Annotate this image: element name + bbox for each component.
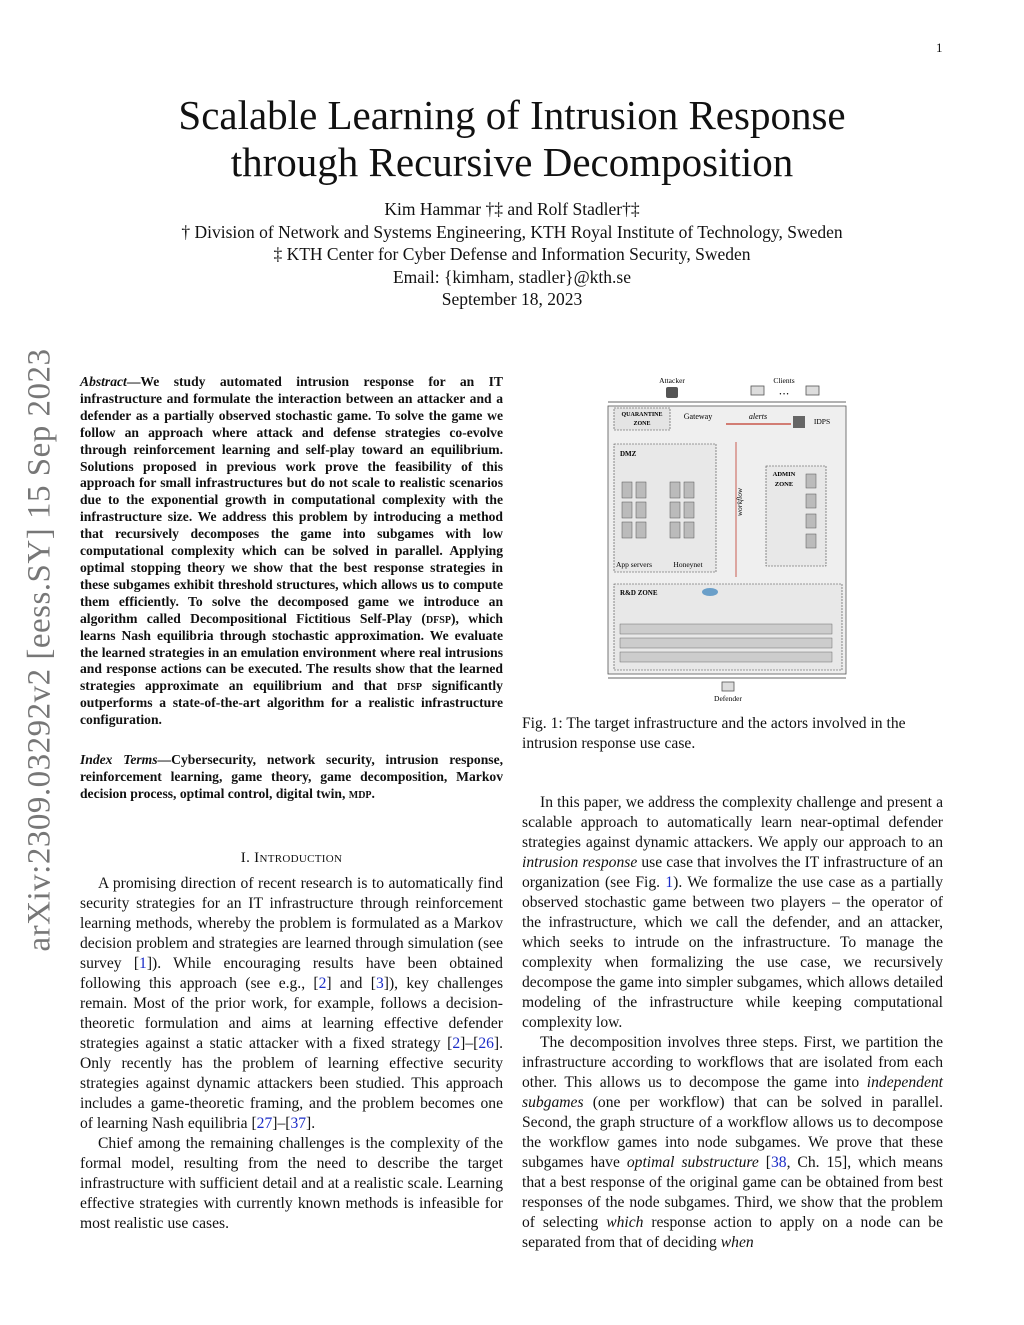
defender-label: Defender <box>714 694 742 703</box>
text-run: response action to apply on a node can be separated from that of deciding <box>522 1214 943 1251</box>
author-email: Email: {kimham, stadler}@kth.se <box>392 266 631 287</box>
emphasis: when <box>720 1234 754 1251</box>
figure-caption: Fig. 1: The target infrastructure and the actors involved in the intrusion response use case. <box>522 715 906 752</box>
server-icon <box>806 534 816 548</box>
citation-link[interactable]: 2 <box>452 1035 461 1052</box>
server-icon <box>806 494 816 508</box>
intro-paragraph-1 <box>80 874 503 1134</box>
admin-label-2: ZONE <box>774 481 794 488</box>
client-computer-icon <box>806 386 819 395</box>
abstract-text: —We study automated intrusion response for an IT infrastructure and formulate the interaction between an attacker and a defender as a partially observed stochastic game. To solve the game we follow an approach where attack and defense strategies co-evolve through reinforcement learning and self-play toward an equilibrium. Solutions proposed in previous work prove the feasibility of this approach for small infrastructures but do not scale to realistic scenarios due to the exponential growth in computational complexity with the infrastructure size. We address this problem by introducing a method that recursively decomposes the game into subgames with low computational complexity which can be solved in parallel. Applying optimal stopping theory we show that the best response strategies in these subgames exhibit threshold structures, which allows us to compute them efficiently. To solve the decomposed game we introduce an algorithm called Decompositional Fictitious Self-Play ( <box>80 374 503 626</box>
paper-date: September 18, 2023 <box>441 289 583 310</box>
index-terms-label: Index Terms <box>80 752 158 767</box>
index-terms <box>80 752 503 803</box>
emphasis: which <box>606 1214 644 1231</box>
right-paragraph-2 <box>522 1033 943 1253</box>
emphasis: independent subgames <box>522 1074 943 1111</box>
text-run: A promising direction of recent research is to automatically find security strategies for an IT infrastructure through reinforcement learning methods, whereby the problem is formulated as a Markov decision problem and strategies are learned through simulation (see survey [ <box>80 875 503 972</box>
citation-link[interactable]: 3 <box>375 975 384 992</box>
arxiv-identifier: arXiv:2309.03292v2 [eess.SY] 15 Sep 2023 <box>21 348 58 952</box>
title-line-1: Scalable Learning of Intrusion Response <box>178 92 846 138</box>
server-icon <box>806 474 816 488</box>
intro-paragraph-2: Chief among the remaining challenges is the complexity of the formal model, resulting from the need to describe the target infrastructure with sufficient detail and at a realistic scale. Learning effective strategies with currently known methods is infeasible for most realistic use cases. <box>80 1135 503 1232</box>
citation-link[interactable]: 1 <box>139 955 147 972</box>
citation-link[interactable]: 37 <box>290 1115 307 1132</box>
rd-zone-label: R&D ZONE <box>620 589 658 597</box>
server-icon <box>622 482 632 498</box>
citation-link[interactable]: 2 <box>318 975 327 992</box>
attacker-label: Attacker <box>659 376 685 385</box>
figure-reference-link[interactable]: 1 <box>665 874 674 891</box>
text-run: ]), key challenges remain. Most of the prior work, for example, follows a decision-theoretic formulation and aims at learning effective defender strategies against a static attacker with a fixed strategy [ <box>80 975 504 1052</box>
attacker-node <box>659 376 685 398</box>
honeynet-label: Honeynet <box>673 560 703 569</box>
index-terms-end: . <box>371 785 375 801</box>
server-icon <box>622 502 632 518</box>
text-run: ]. Only recently has the problem of learning effective security strategies against dynamic attackers been studied. This approach includes a game-theoretic framing, and the problem becomes one of learning Nash equilibria [ <box>80 1035 503 1132</box>
figure-1-infrastructure-diagram <box>606 372 848 704</box>
server-icon <box>670 502 680 518</box>
server-icon <box>684 502 694 518</box>
alerts-label: alerts <box>748 412 768 421</box>
right-column-body <box>522 793 943 1253</box>
attacker-icon <box>666 387 678 398</box>
index-terms-text: —Cybersecurity, network security, intrusion response, reinforcement learning, game theory, game decomposition, Markov decision process, optimal control, digital twin, <box>80 752 503 801</box>
introduction-body <box>80 874 503 1234</box>
arxiv-sidebar <box>14 340 66 960</box>
server-icon <box>684 522 694 538</box>
mdp-acronym: mdp <box>348 785 372 801</box>
quarantine-label-2: ZONE <box>633 421 651 427</box>
workflow-label: workflow <box>735 488 744 516</box>
right-paragraph-1 <box>522 793 943 1033</box>
abstract-text-2: ), which learns Nash equilibria through stochastic approximation. We evaluate the learned strategies in an emulation environment where real intrusions and response actions can be executed. The results show that the learned strategies approximate an equilibrium and that <box>80 610 503 694</box>
clients-dots: • • • <box>779 392 789 398</box>
server-icon <box>670 522 680 538</box>
text-run: ]–[ <box>460 1035 479 1052</box>
abstract-label: Abstract <box>80 374 127 389</box>
citation-link[interactable]: 27 <box>256 1115 273 1132</box>
citation-link[interactable]: 26 <box>478 1035 494 1052</box>
text-run: The decomposition involves three steps. First, we partition the infrastructure according to workflows that are isolated from each other. This allows us to decompose the game into <box>522 1034 943 1091</box>
dfsp-acronym: dfsp <box>397 678 423 694</box>
admin-label: ADMIN <box>772 471 796 478</box>
server-icon <box>670 482 680 498</box>
app-servers-label: App servers <box>615 560 653 569</box>
text-run: use case that involves the IT infrastructure of an organization (see Fig. <box>522 854 943 891</box>
dfsp-acronym: dfsp <box>425 610 451 626</box>
quarantine-label: QUARANTINE <box>621 412 663 418</box>
text-run: ). We formalize the use case as a partially observed stochastic game between two players – the operator of the infrastructure, which we call the defender, and an attacker, which seeks to intrude on the infrastructure. To manage the complexity when formalizing the use case, we recursively decompose the game into simpler subgames, which allows detailed modeling of the infrastructure while keeping computational complexity low. <box>522 874 944 1031</box>
text-run: ]–[ <box>272 1115 291 1132</box>
text-run: [ <box>758 1154 771 1171</box>
text-run: , Ch. 15], which means that a best response of the original game can be obtained from best responses of the node subgames. Third, we show that the problem of selecting <box>522 1154 943 1231</box>
page-number: 1 <box>936 40 943 55</box>
author-names: Kim Hammar †‡ and Rolf Stadler†‡ <box>384 199 640 219</box>
author-block <box>0 198 1024 311</box>
affiliation-1: † Division of Network and Systems Engineering, KTH Royal Institute of Technology, Sweden <box>181 221 843 242</box>
server-icon <box>622 522 632 538</box>
affiliation-2: ‡ KTH Center for Cyber Defense and Information Security, Sweden <box>273 244 751 265</box>
server-icon <box>636 482 646 498</box>
defender-computer-icon <box>722 682 734 691</box>
clients-node <box>751 376 819 398</box>
server-icon <box>806 514 816 528</box>
abstract <box>80 374 503 729</box>
emphasis: optimal substructure <box>626 1154 759 1171</box>
text-run: ]). While encouraging results have been obtained following this approach (see e.g., [ <box>80 955 503 992</box>
text-run: ]. <box>306 1115 316 1132</box>
router-icon <box>702 588 718 596</box>
citation-link[interactable]: 38 <box>770 1154 787 1171</box>
text-run: ] and [ <box>326 975 376 992</box>
emphasis: intrusion response <box>522 854 638 871</box>
server-icon <box>684 482 694 498</box>
paper-title <box>0 92 1024 186</box>
clients-label: Clients <box>773 376 795 385</box>
dmz-label: DMZ <box>620 450 637 458</box>
text-run: In this paper, we address the complexity challenge and present a scalable approach to automatically learn near-optimal defender strategies against dynamic attackers. We apply our approach to an <box>522 794 943 851</box>
idps-icon <box>793 416 805 428</box>
gateway-label: Gateway <box>683 412 713 421</box>
server-icon <box>636 522 646 538</box>
text-run: (one per workflow) that can be solved in parallel. Second, the graph structure of a workflow allows us to decompose the workflow games into node subgames. We prove that these subgames have <box>522 1094 943 1171</box>
client-computer-icon <box>751 386 764 395</box>
abstract-text-3: significantly outperforms a state-of-the-art algorithm for a realistic infrastructure configuration. <box>80 678 503 728</box>
idps-label: IDPS <box>813 417 831 426</box>
title-line-2: through Recursive Decomposition <box>230 139 794 185</box>
server-icon <box>636 502 646 518</box>
rd-servers <box>620 624 832 662</box>
section-heading-introduction: I. Introduction <box>240 850 343 866</box>
